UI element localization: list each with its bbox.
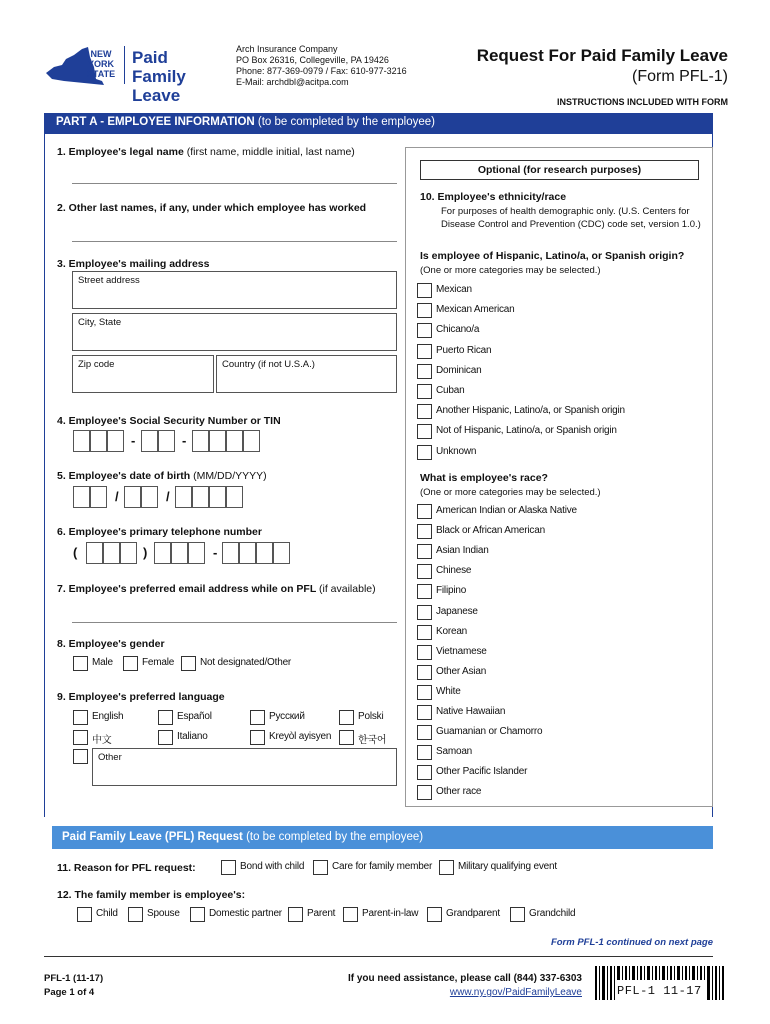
- race-2-label: Asian Indian: [436, 545, 489, 557]
- dob-digit[interactable]: [192, 486, 209, 508]
- race-5-label: Japanese: [436, 605, 478, 617]
- phone-digit[interactable]: [256, 542, 273, 564]
- street-address-field[interactable]: [72, 271, 397, 309]
- language-7-label: 한국어: [358, 735, 387, 746]
- q6-label: 6. Employee's primary telephone number: [57, 526, 262, 538]
- q1-label: 1. Employee's legal name (first name, middle initial, last name): [57, 146, 355, 158]
- q8-label: 8. Employee's gender: [57, 638, 165, 650]
- reason-2-label: Military qualifying event: [458, 861, 557, 872]
- member-1-checkbox[interactable]: [128, 907, 143, 922]
- hispanic-6-checkbox[interactable]: [417, 404, 432, 419]
- phone-digit[interactable]: [103, 542, 120, 564]
- race-9-label: White: [436, 685, 461, 697]
- dob-digit[interactable]: [175, 486, 192, 508]
- hispanic-0-label: Mexican: [436, 284, 472, 295]
- member-4-label: Parent-in-law: [362, 908, 419, 919]
- barcode-text: PFL-1 11-17: [617, 984, 702, 998]
- hispanic-note: (One or more categories may be selected.): [420, 265, 601, 276]
- q10-note-1: For purposes of health demographic only. (U.S. Centers for: [441, 206, 690, 217]
- part-a-note: (to be completed by the employee): [257, 116, 435, 128]
- ssn-digit[interactable]: [226, 430, 243, 452]
- hispanic-7-checkbox[interactable]: [417, 424, 432, 439]
- language-1-checkbox[interactable]: [158, 710, 173, 725]
- continued-note: Form PFL-1 continued on next page: [550, 937, 713, 948]
- race-3-checkbox[interactable]: [417, 564, 432, 579]
- language-1-label: Español: [177, 711, 212, 722]
- dob-digit[interactable]: [73, 486, 90, 508]
- phone-digit[interactable]: [222, 542, 239, 564]
- hispanic-8-label: Unknown: [436, 445, 477, 457]
- gender-female-label: Female: [142, 657, 175, 668]
- ssn-digit[interactable]: [73, 430, 90, 452]
- member-1-label: Spouse: [147, 908, 180, 919]
- phone-separator: -: [213, 545, 218, 560]
- ssn-separator: -: [182, 433, 187, 448]
- race-10-checkbox[interactable]: [417, 705, 432, 720]
- race-8-checkbox[interactable]: [417, 665, 432, 680]
- email-field[interactable]: [72, 622, 397, 623]
- ssn-digit[interactable]: [192, 430, 209, 452]
- gender-male-label: Male: [92, 657, 113, 668]
- pfl-title: Paid Family Leave (PFL) Request: [62, 831, 243, 843]
- race-note: (One or more categories may be selected.): [420, 487, 601, 498]
- language-5-label: Italiano: [177, 731, 208, 742]
- q11-label: 11. Reason for PFL request:: [57, 862, 196, 874]
- language-other-checkbox[interactable]: [73, 749, 88, 764]
- legal-name-field[interactable]: [72, 183, 397, 184]
- dob-digit[interactable]: [226, 486, 243, 508]
- member-2-label: Domestic partner: [209, 908, 282, 919]
- q10-note-2: Disease Control and Prevention (CDC) code set, version 1.0.): [441, 219, 701, 230]
- other-names-field[interactable]: [72, 241, 397, 242]
- street-address-label: Street address: [78, 275, 140, 286]
- race-6-checkbox[interactable]: [417, 625, 432, 640]
- race-13-label: Other Pacific Islander: [436, 766, 528, 778]
- member-6-checkbox[interactable]: [510, 907, 525, 922]
- race-9-checkbox[interactable]: [417, 685, 432, 700]
- footer-form-id: PFL-1 (11-17): [44, 973, 104, 984]
- language-0-checkbox[interactable]: [73, 710, 88, 725]
- race-7-label: Vietnamese: [436, 645, 487, 657]
- language-4-checkbox[interactable]: [73, 730, 88, 745]
- dob-separator: /: [166, 489, 170, 504]
- language-4-label: 中文: [92, 735, 112, 746]
- part-a-header: [44, 113, 713, 134]
- q12-label: 12. The family member is employee's:: [57, 889, 246, 901]
- hispanic-2-checkbox[interactable]: [417, 323, 432, 338]
- race-11-checkbox[interactable]: [417, 725, 432, 740]
- member-5-checkbox[interactable]: [427, 907, 442, 922]
- hispanic-5-label: Cuban: [436, 385, 465, 396]
- hispanic-3-label: Puerto Rican: [436, 344, 492, 356]
- ssn-digit[interactable]: [209, 430, 226, 452]
- company-email: E-Mail: archdbl@acitpa.com: [236, 77, 349, 87]
- race-6-label: Korean: [436, 625, 468, 637]
- zip-code-label: Zip code: [78, 359, 115, 370]
- member-3-checkbox[interactable]: [288, 907, 303, 922]
- ssn-digit[interactable]: [158, 430, 175, 452]
- ssn-digit[interactable]: [107, 430, 124, 452]
- instructions-note: INSTRUCTIONS INCLUDED WITH FORM: [557, 97, 728, 107]
- member-0-checkbox[interactable]: [77, 907, 92, 922]
- q5-label: 5. Employee's date of birth (MM/DD/YYYY): [57, 470, 267, 482]
- phone-digit[interactable]: [86, 542, 103, 564]
- hispanic-3-checkbox[interactable]: [417, 344, 432, 359]
- hispanic-1-label: Mexican American: [436, 304, 515, 316]
- gender-female-checkbox[interactable]: [123, 656, 138, 671]
- phone-digit[interactable]: [188, 542, 205, 564]
- city-state-label: City, State: [78, 317, 122, 328]
- company-phone: Phone: 877-369-0979 / Fax: 610-977-3216: [236, 66, 407, 76]
- reason-0-label: Bond with child: [240, 861, 305, 872]
- q7-label: 7. Employee's preferred email address while on PFL (if available): [57, 583, 376, 595]
- hispanic-0-checkbox[interactable]: [417, 283, 432, 298]
- phone-digit[interactable]: [120, 542, 137, 564]
- q2-label: 2. Other last names, if any, under which employee has worked: [57, 202, 367, 214]
- race-0-label: American Indian or Alaska Native: [436, 505, 577, 516]
- ssn-digit[interactable]: [90, 430, 107, 452]
- hispanic-4-label: Dominican: [436, 364, 482, 376]
- reason-1-checkbox[interactable]: [313, 860, 328, 875]
- race-0-checkbox[interactable]: [417, 504, 432, 519]
- language-2-label: Русский: [269, 711, 305, 722]
- logo-title: Paid Family Leave: [132, 48, 186, 105]
- member-5-label: Grandparent: [446, 908, 500, 919]
- language-6-label: Kreyòl ayisyen: [269, 731, 332, 742]
- race-7-checkbox[interactable]: [417, 645, 432, 660]
- company-name: Arch Insurance Company: [236, 44, 338, 54]
- footer-divider: [44, 956, 713, 957]
- language-6-checkbox[interactable]: [250, 730, 265, 745]
- company-address: PO Box 26316, Collegeville, PA 19426: [236, 55, 389, 65]
- member-4-checkbox[interactable]: [343, 907, 358, 922]
- language-3-label: Polski: [358, 711, 384, 722]
- reason-0-checkbox[interactable]: [221, 860, 236, 875]
- q10-label: 10. Employee's ethnicity/race: [420, 191, 567, 203]
- race-8-label: Other Asian: [436, 665, 487, 677]
- dob-digit[interactable]: [90, 486, 107, 508]
- member-2-checkbox[interactable]: [190, 907, 205, 922]
- country-field[interactable]: [216, 355, 397, 393]
- ssn-digit[interactable]: [243, 430, 260, 452]
- footer-url[interactable]: www.ny.gov/PaidFamilyLeave: [449, 987, 582, 998]
- reason-1-label: Care for family member: [332, 861, 433, 872]
- hispanic-5-checkbox[interactable]: [417, 384, 432, 399]
- footer-help: If you need assistance, please call (844) 337-6303: [347, 973, 582, 984]
- hispanic-1-checkbox[interactable]: [417, 303, 432, 318]
- form-subtitle: (Form PFL-1): [632, 68, 728, 85]
- race-14-checkbox[interactable]: [417, 785, 432, 800]
- language-0-label: English: [92, 711, 124, 722]
- race-10-label: Native Hawaiian: [436, 706, 506, 717]
- race-5-checkbox[interactable]: [417, 605, 432, 620]
- zip-code-field[interactable]: [72, 355, 214, 393]
- gender-not-designated-checkbox[interactable]: [181, 656, 196, 671]
- hispanic-question: Is employee of Hispanic, Latino/a, or Spanish origin?: [420, 250, 685, 262]
- gender-not-designated-label: Not designated/Other: [200, 657, 292, 668]
- pfl-header: [52, 826, 713, 849]
- phone-digit[interactable]: [273, 542, 290, 564]
- race-3-label: Chinese: [436, 565, 472, 577]
- member-3-label: Parent: [307, 908, 336, 919]
- race-11-label: Guamanian or Chamorro: [436, 726, 543, 738]
- phone-separator: (: [73, 545, 78, 560]
- phone-digit[interactable]: [171, 542, 188, 564]
- ssn-separator: -: [131, 433, 136, 448]
- race-12-label: Samoan: [436, 746, 473, 758]
- language-other-field[interactable]: [92, 748, 397, 786]
- ssn-digit[interactable]: [141, 430, 158, 452]
- hispanic-4-checkbox[interactable]: [417, 364, 432, 379]
- language-2-checkbox[interactable]: [250, 710, 265, 725]
- race-14-label: Other race: [436, 786, 482, 798]
- hispanic-7-label: Not of Hispanic, Latino/a, or Spanish origin: [436, 425, 617, 437]
- dob-digit[interactable]: [141, 486, 158, 508]
- language-other-label: Other: [98, 752, 122, 763]
- q4-label: 4. Employee's Social Security Number or TIN: [57, 415, 281, 427]
- logo-ny-text: NEW YORK STATE: [86, 49, 116, 79]
- race-4-label: Filipino: [436, 585, 467, 597]
- gender-male-checkbox[interactable]: [73, 656, 88, 671]
- optional-title: Optional (for research purposes): [420, 160, 699, 180]
- dob-digit[interactable]: [124, 486, 141, 508]
- race-question: What is employee's race?: [420, 472, 548, 484]
- race-2-checkbox[interactable]: [417, 544, 432, 559]
- hispanic-2-label: Chicano/a: [436, 324, 480, 336]
- dob-digit[interactable]: [209, 486, 226, 508]
- language-5-checkbox[interactable]: [158, 730, 173, 745]
- member-6-label: Grandchild: [529, 908, 576, 919]
- member-0-label: Child: [96, 908, 118, 919]
- phone-digit[interactable]: [154, 542, 171, 564]
- hispanic-6-label: Another Hispanic, Latino/a, or Spanish origin: [436, 405, 625, 417]
- q9-label: 9. Employee's preferred language: [57, 691, 225, 703]
- race-12-checkbox[interactable]: [417, 745, 432, 760]
- race-1-checkbox[interactable]: [417, 524, 432, 539]
- race-4-checkbox[interactable]: [417, 584, 432, 599]
- hispanic-8-checkbox[interactable]: [417, 445, 432, 460]
- reason-2-checkbox[interactable]: [439, 860, 454, 875]
- footer-page: Page 1 of 4: [44, 987, 95, 998]
- city-state-field[interactable]: [72, 313, 397, 351]
- phone-separator: ): [143, 545, 148, 560]
- country-label: Country (if not U.S.A.): [222, 359, 315, 370]
- race-1-label: Black or African American: [436, 525, 545, 537]
- part-a-title: PART A - EMPLOYEE INFORMATION: [56, 116, 255, 128]
- dob-separator: /: [115, 489, 119, 504]
- pfl-note: (to be completed by the employee): [246, 831, 424, 843]
- logo-divider: [124, 46, 125, 84]
- q3-label: 3. Employee's mailing address: [57, 258, 210, 270]
- language-7-checkbox[interactable]: [339, 730, 354, 745]
- language-3-checkbox[interactable]: [339, 710, 354, 725]
- form-title: Request For Paid Family Leave: [476, 46, 728, 65]
- race-13-checkbox[interactable]: [417, 765, 432, 780]
- phone-digit[interactable]: [239, 542, 256, 564]
